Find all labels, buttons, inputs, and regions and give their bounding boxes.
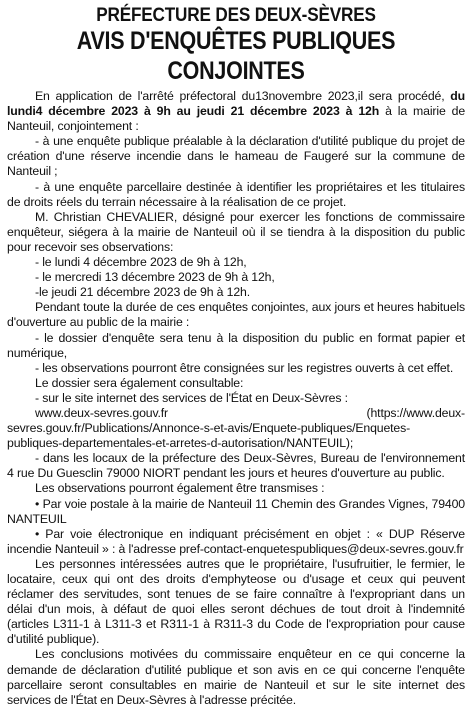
intro-dates: du lundi4 décembre 2023 à 9h au jeudi 21 décembre 2023 à 12h [7, 89, 465, 119]
personnes-interessees: Les personnes intéressées autres que le propriétaire, l'usufruitier, le fermier, le locataire, ceux qui ont des droits d'emphyteose ou d'usage et ceux qui peuvent réclamer des servitudes, sont tenues de se faire connaître à l'expropriant dans un délai d'un mois, à défaut de quoi elles seront déchues de tout droit à l'indemnité (articles L311-1 à L311-3 et R311-1 à R311-3 du Code de l'expropriation pour cause d'utilité publique). [7, 556, 465, 647]
registres: - les observations pourront être consignées sur les registres ouverts à cet effet. [35, 360, 454, 375]
enquete-dup: - à une enquête publique préalable à la déclaration d'utilité publique du projet de création d'une réserve incendie dans le hameau de Faugeré sur la commune de Nanteuil ; [7, 134, 465, 179]
prefecture-heading: PRÉFECTURE DES DEUX-SÈVRES [96, 4, 376, 26]
intro-location: à la mairie de Nanteuil, conjointement : [7, 104, 466, 134]
intro-paragraph [7, 89, 465, 134]
enquete-parcellaire: - à une enquête parcellaire destinée à identifier les propriétaires et les titulaires de droits réels du terrain nécessaire à la réalisation de ce projet. [7, 179, 465, 209]
site-internet: - sur le site internet des services de l'État en Deux-Sèvres : [35, 390, 348, 405]
dossier-consultable: Le dossier sera également consultable: [35, 375, 244, 390]
notice-body [7, 89, 465, 708]
pendant-paragraph: Pendant toute la durée de ces enquêtes conjointes, aux jours et heures habituels d'ouverture au public de la mairie : [7, 300, 465, 330]
prefecture-locaux: - dans les locaux de la préfecture des Deux-Sèvres, Bureau de l'environnement 4 rue Du Guesclin 79000 NIORT pendant les jours et heures d'ouverture au public. [7, 451, 465, 481]
permanence-item: -le jeudi 21 décembre 2023 de 9h à 12h. [35, 285, 250, 300]
observations-transmises: Les observations pourront également être transmises : [35, 481, 325, 496]
permanence-item: - le mercredi 13 décembre 2023 de 9h à 12h, [35, 270, 275, 285]
dossier-papier: - le dossier d'enquête sera tenu à la disposition du public en format papier et numérique, [7, 330, 465, 360]
voie-postale: • Par voie postale à la mairie de Nanteuil 11 Chemin des Grandes Vignes, 79400 NANTEUIL [7, 496, 465, 526]
voie-electronique: • Par voie électronique en indiquant précisément en objet : « DUP Réserve incendie Nanteuil » : à l'adresse pref-contact-enquetespubliques@deux-sevres.gouv.fr [7, 526, 465, 556]
intro-text: En application de l'arrêté préfectoral du13novembre 2023,il sera procédé, [35, 89, 451, 103]
conclusions-paragraph: Les conclusions motivées du commissaire enquêteur en ce qui concerne la demande de déclaration d'utilité publique et son avis en ce qui concerne l'enquête parcellaire seront consultables en mairie de Nanteuil et sur le site internet des services de l'État en Deux-Sèvres à l'adresse précitée. [7, 647, 465, 707]
notice-title: AVIS D'ENQUÊTES PUBLIQUES CONJOINTES [76, 27, 396, 85]
site-url: www.deux-sevres.gouv.fr (https://www.deux-sevres.gouv.fr/Publications/Annonce-s-et-avis/Enquete-publiques/Enquetes-publiques-departementales-et-arretes-d-autorisation/NANTEUIL); [7, 405, 465, 451]
permanence-item: - le lundi 4 décembre 2023 de 9h à 12h, [35, 255, 247, 270]
commissaire-paragraph: M. Christian CHEVALIER, désigné pour exercer les fonctions de commissaire enquêteur, siégera à la mairie de Nanteuil où il se tiendra à la disposition du public pour recevoir ses observations: [7, 209, 465, 254]
